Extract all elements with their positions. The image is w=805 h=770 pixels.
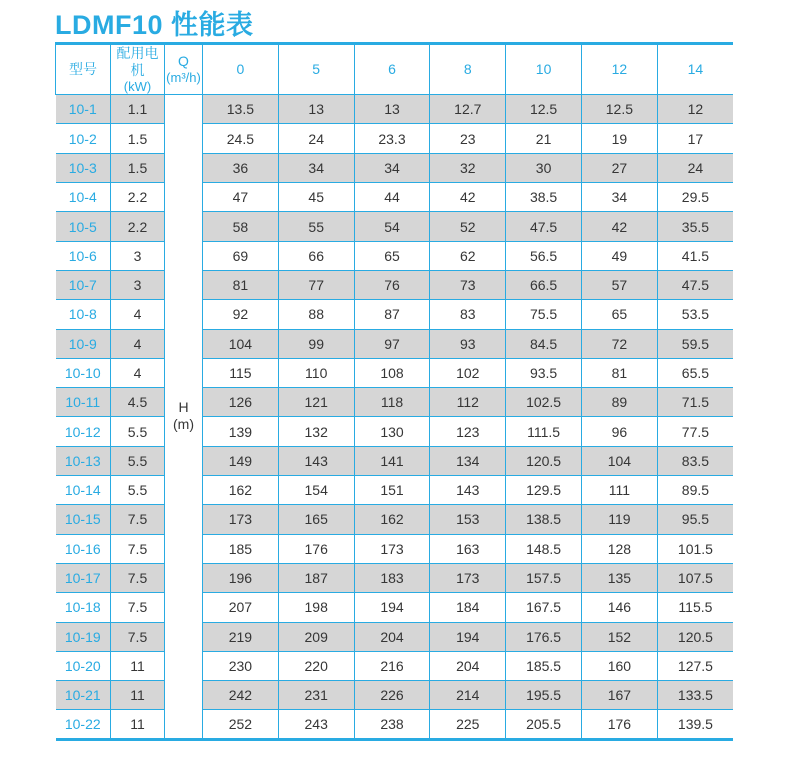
head-value-cell: 35.5 (657, 212, 733, 241)
head-value-cell: 45 (278, 183, 354, 212)
head-value-cell: 65 (354, 241, 430, 270)
head-value-cell: 112 (430, 388, 506, 417)
head-value-cell: 66 (278, 241, 354, 270)
motor-power-cell: 1.5 (111, 153, 165, 182)
motor-power-cell: 5.5 (111, 476, 165, 505)
head-value-cell: 207 (203, 593, 279, 622)
head-value-cell: 47 (203, 183, 279, 212)
head-value-cell: 77 (278, 270, 354, 299)
model-cell: 10-16 (56, 534, 111, 563)
head-value-cell: 176 (581, 710, 657, 739)
head-value-cell: 162 (203, 476, 279, 505)
head-value-cell: 49 (581, 241, 657, 270)
head-value-cell: 123 (430, 417, 506, 446)
head-value-cell: 120.5 (506, 446, 582, 475)
head-value-cell: 95.5 (657, 505, 733, 534)
head-value-cell: 34 (278, 153, 354, 182)
head-value-cell: 163 (430, 534, 506, 563)
motor-power-cell: 1.1 (111, 95, 165, 124)
table-row (56, 505, 734, 534)
motor-power-cell: 3 (111, 270, 165, 299)
head-value-cell: 24 (278, 124, 354, 153)
head-value-cell: 130 (354, 417, 430, 446)
table-row (56, 534, 734, 563)
table-row (56, 300, 734, 329)
head-value-cell: 205.5 (506, 710, 582, 739)
head-value-cell: 89 (581, 388, 657, 417)
head-value-cell: 132 (278, 417, 354, 446)
head-value-cell: 102.5 (506, 388, 582, 417)
head-value-cell: 93 (430, 329, 506, 358)
head-value-cell: 23.3 (354, 124, 430, 153)
model-cell: 10-10 (56, 358, 111, 387)
head-value-cell: 77.5 (657, 417, 733, 446)
head-value-cell: 226 (354, 681, 430, 710)
head-value-cell: 127.5 (657, 651, 733, 680)
head-value-cell: 139 (203, 417, 279, 446)
head-value-cell: 84.5 (506, 329, 582, 358)
table-row (56, 95, 734, 124)
model-cell: 10-7 (56, 270, 111, 299)
head-value-cell: 238 (354, 710, 430, 739)
head-value-cell: 225 (430, 710, 506, 739)
model-cell: 10-9 (56, 329, 111, 358)
table-row (56, 241, 734, 270)
head-value-cell: 24 (657, 153, 733, 182)
model-cell: 10-14 (56, 476, 111, 505)
head-value-cell: 126 (203, 388, 279, 417)
head-value-cell: 185 (203, 534, 279, 563)
motor-power-cell: 5.5 (111, 446, 165, 475)
head-value-cell: 162 (354, 505, 430, 534)
head-value-cell: 23 (430, 124, 506, 153)
head-value-cell: 219 (203, 622, 279, 651)
motor-power-cell: 11 (111, 710, 165, 739)
head-value-cell: 107.5 (657, 563, 733, 592)
head-value-cell: 134 (430, 446, 506, 475)
table-row (56, 153, 734, 182)
head-value-cell: 120.5 (657, 622, 733, 651)
table-row (56, 212, 734, 241)
motor-power-cell: 2.2 (111, 183, 165, 212)
head-value-cell: 216 (354, 651, 430, 680)
motor-power-cell: 5.5 (111, 417, 165, 446)
head-value-cell: 119 (581, 505, 657, 534)
head-value-cell: 12 (657, 95, 733, 124)
col-header-q-line1: Q (178, 53, 189, 70)
motor-power-cell: 7.5 (111, 534, 165, 563)
head-value-cell: 12.5 (581, 95, 657, 124)
head-value-cell: 209 (278, 622, 354, 651)
head-value-cell: 93.5 (506, 358, 582, 387)
head-value-cell: 231 (278, 681, 354, 710)
head-value-cell: 154 (278, 476, 354, 505)
model-cell: 10-13 (56, 446, 111, 475)
head-value-cell: 62 (430, 241, 506, 270)
model-cell: 10-19 (56, 622, 111, 651)
model-cell: 10-6 (56, 241, 111, 270)
head-value-cell: 198 (278, 593, 354, 622)
head-value-cell: 108 (354, 358, 430, 387)
head-value-cell: 129.5 (506, 476, 582, 505)
col-header-q-line2: (m³/h) (166, 70, 201, 86)
head-value-cell: 167.5 (506, 593, 582, 622)
model-cell: 10-17 (56, 563, 111, 592)
table-row (56, 622, 734, 651)
model-cell: 10-1 (56, 95, 111, 124)
table-row (56, 710, 734, 739)
head-value-cell: 88 (278, 300, 354, 329)
head-value-cell: 143 (430, 476, 506, 505)
model-cell: 10-11 (56, 388, 111, 417)
head-unit-line2: (m) (173, 416, 194, 433)
head-value-cell: 12.5 (506, 95, 582, 124)
table-row (56, 417, 734, 446)
header-row (56, 44, 734, 95)
head-value-cell: 167 (581, 681, 657, 710)
head-value-cell: 13 (354, 95, 430, 124)
head-value-cell: 184 (430, 593, 506, 622)
col-header-motor (111, 44, 165, 95)
head-value-cell: 30 (506, 153, 582, 182)
head-value-cell: 194 (430, 622, 506, 651)
head-value-cell: 92 (203, 300, 279, 329)
head-value-cell: 65 (581, 300, 657, 329)
model-cell: 10-4 (56, 183, 111, 212)
head-value-cell: 42 (430, 183, 506, 212)
table-row (56, 593, 734, 622)
head-value-cell: 111.5 (506, 417, 582, 446)
col-header-flow-12: 12 (581, 44, 657, 95)
head-value-cell: 133.5 (657, 681, 733, 710)
head-value-cell: 27 (581, 153, 657, 182)
head-value-cell: 19 (581, 124, 657, 153)
head-value-cell: 220 (278, 651, 354, 680)
performance-table (55, 42, 733, 741)
head-value-cell: 57 (581, 270, 657, 299)
head-value-cell: 34 (581, 183, 657, 212)
head-value-cell: 196 (203, 563, 279, 592)
col-header-flow-8: 8 (430, 44, 506, 95)
table-row (56, 358, 734, 387)
model-cell: 10-12 (56, 417, 111, 446)
head-value-cell: 83 (430, 300, 506, 329)
head-value-cell: 21 (506, 124, 582, 153)
head-value-cell: 75.5 (506, 300, 582, 329)
col-header-flow-6: 6 (354, 44, 430, 95)
col-header-motor-line1: 配用电机 (116, 45, 159, 78)
head-value-cell: 71.5 (657, 388, 733, 417)
head-value-cell: 83.5 (657, 446, 733, 475)
head-value-cell: 157.5 (506, 563, 582, 592)
table-row (56, 388, 734, 417)
head-value-cell: 53.5 (657, 300, 733, 329)
head-value-cell: 141 (354, 446, 430, 475)
head-value-cell: 56.5 (506, 241, 582, 270)
head-value-cell: 72 (581, 329, 657, 358)
head-value-cell: 183 (354, 563, 430, 592)
head-value-cell: 165 (278, 505, 354, 534)
head-value-cell: 252 (203, 710, 279, 739)
motor-power-cell: 7.5 (111, 505, 165, 534)
model-cell: 10-2 (56, 124, 111, 153)
head-value-cell: 173 (354, 534, 430, 563)
head-value-cell: 69 (203, 241, 279, 270)
head-value-cell: 115.5 (657, 593, 733, 622)
head-value-cell: 173 (430, 563, 506, 592)
col-header-flow-q (165, 44, 203, 95)
col-header-flow-5: 5 (278, 44, 354, 95)
head-value-cell: 76 (354, 270, 430, 299)
head-value-cell: 44 (354, 183, 430, 212)
table-row (56, 651, 734, 680)
head-value-cell: 36 (203, 153, 279, 182)
motor-power-cell: 4 (111, 300, 165, 329)
head-value-cell: 13 (278, 95, 354, 124)
page-title: LDMF10 性能表 (55, 10, 254, 40)
table-row (56, 681, 734, 710)
head-value-cell: 52 (430, 212, 506, 241)
head-unit-line1: H (178, 398, 189, 415)
head-value-cell: 99 (278, 329, 354, 358)
head-value-cell: 41.5 (657, 241, 733, 270)
head-value-cell: 34 (354, 153, 430, 182)
table-row (56, 563, 734, 592)
head-value-cell: 152 (581, 622, 657, 651)
head-value-cell: 187 (278, 563, 354, 592)
motor-power-cell: 1.5 (111, 124, 165, 153)
head-value-cell: 111 (581, 476, 657, 505)
motor-power-cell: 4 (111, 329, 165, 358)
head-value-cell: 153 (430, 505, 506, 534)
motor-power-cell: 7.5 (111, 563, 165, 592)
motor-power-cell: 4 (111, 358, 165, 387)
head-value-cell: 195.5 (506, 681, 582, 710)
head-value-cell: 118 (354, 388, 430, 417)
head-value-cell: 173 (203, 505, 279, 534)
head-value-cell: 58 (203, 212, 279, 241)
head-value-cell: 87 (354, 300, 430, 329)
head-value-cell: 214 (430, 681, 506, 710)
table-row (56, 329, 734, 358)
head-value-cell: 121 (278, 388, 354, 417)
motor-power-cell: 3 (111, 241, 165, 270)
motor-power-cell: 11 (111, 651, 165, 680)
model-cell: 10-5 (56, 212, 111, 241)
motor-power-cell: 7.5 (111, 622, 165, 651)
head-value-cell: 160 (581, 651, 657, 680)
head-value-cell: 55 (278, 212, 354, 241)
head-value-cell: 139.5 (657, 710, 733, 739)
head-value-cell: 97 (354, 329, 430, 358)
head-value-cell: 143 (278, 446, 354, 475)
motor-power-cell: 2.2 (111, 212, 165, 241)
head-value-cell: 242 (203, 681, 279, 710)
head-value-cell: 32 (430, 153, 506, 182)
head-value-cell: 13.5 (203, 95, 279, 124)
col-header-flow-0: 0 (203, 44, 279, 95)
head-value-cell: 47.5 (506, 212, 582, 241)
head-value-cell: 54 (354, 212, 430, 241)
head-value-cell: 128 (581, 534, 657, 563)
head-value-cell: 104 (581, 446, 657, 475)
head-value-cell: 176.5 (506, 622, 582, 651)
head-value-cell: 102 (430, 358, 506, 387)
head-value-cell: 12.7 (430, 95, 506, 124)
head-value-cell: 204 (354, 622, 430, 651)
table-row (56, 446, 734, 475)
head-value-cell: 110 (278, 358, 354, 387)
head-value-cell: 17 (657, 124, 733, 153)
motor-power-cell: 4.5 (111, 388, 165, 417)
table-row (56, 183, 734, 212)
col-header-flow-10: 10 (506, 44, 582, 95)
head-value-cell: 149 (203, 446, 279, 475)
col-header-motor-line2: (kW) (123, 78, 152, 94)
head-value-cell: 230 (203, 651, 279, 680)
col-header-model: 型号 (56, 44, 111, 95)
head-value-cell: 81 (203, 270, 279, 299)
head-value-cell: 148.5 (506, 534, 582, 563)
head-unit-cell (165, 95, 203, 740)
head-value-cell: 89.5 (657, 476, 733, 505)
table-row (56, 476, 734, 505)
head-value-cell: 115 (203, 358, 279, 387)
head-value-cell: 96 (581, 417, 657, 446)
head-value-cell: 38.5 (506, 183, 582, 212)
head-value-cell: 104 (203, 329, 279, 358)
model-cell: 10-18 (56, 593, 111, 622)
model-cell: 10-20 (56, 651, 111, 680)
head-value-cell: 176 (278, 534, 354, 563)
head-value-cell: 66.5 (506, 270, 582, 299)
model-cell: 10-3 (56, 153, 111, 182)
head-value-cell: 138.5 (506, 505, 582, 534)
model-cell: 10-15 (56, 505, 111, 534)
head-value-cell: 47.5 (657, 270, 733, 299)
motor-power-cell: 11 (111, 681, 165, 710)
head-value-cell: 24.5 (203, 124, 279, 153)
model-cell: 10-22 (56, 710, 111, 739)
table-row (56, 124, 734, 153)
head-value-cell: 42 (581, 212, 657, 241)
head-value-cell: 204 (430, 651, 506, 680)
head-value-cell: 135 (581, 563, 657, 592)
head-value-cell: 151 (354, 476, 430, 505)
head-value-cell: 59.5 (657, 329, 733, 358)
col-header-flow-14: 14 (657, 44, 733, 95)
head-value-cell: 65.5 (657, 358, 733, 387)
head-value-cell: 185.5 (506, 651, 582, 680)
motor-power-cell: 7.5 (111, 593, 165, 622)
head-value-cell: 29.5 (657, 183, 733, 212)
head-value-cell: 243 (278, 710, 354, 739)
head-value-cell: 81 (581, 358, 657, 387)
model-cell: 10-8 (56, 300, 111, 329)
head-value-cell: 194 (354, 593, 430, 622)
head-value-cell: 73 (430, 270, 506, 299)
head-value-cell: 101.5 (657, 534, 733, 563)
table-row (56, 270, 734, 299)
head-value-cell: 146 (581, 593, 657, 622)
model-cell: 10-21 (56, 681, 111, 710)
